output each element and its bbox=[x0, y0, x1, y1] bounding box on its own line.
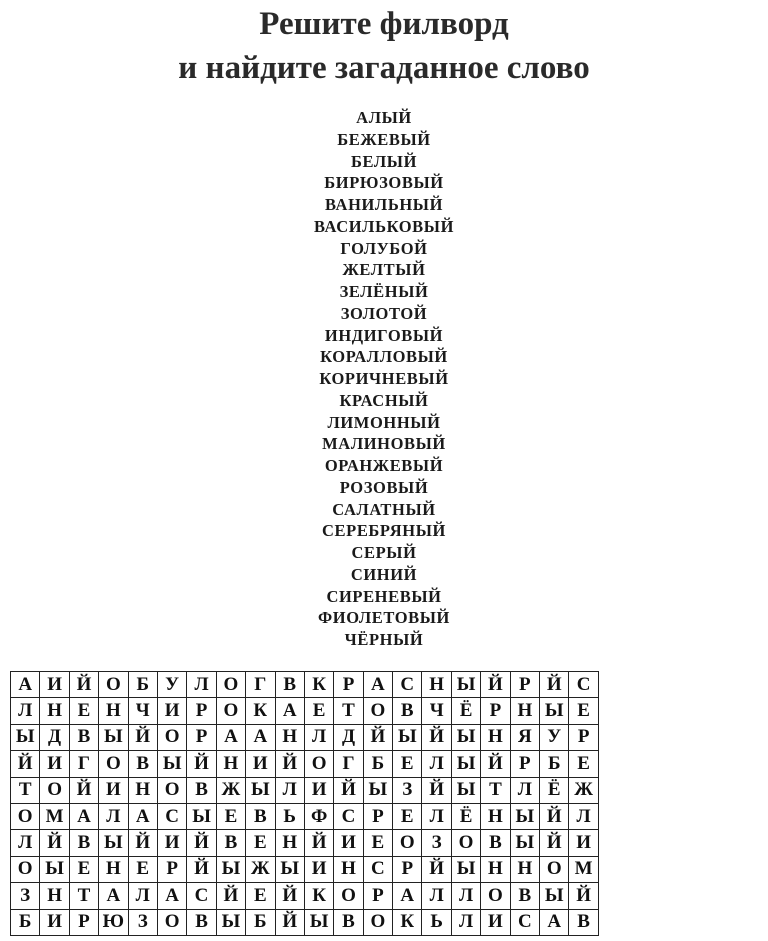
word-list-item: МАЛИНОВЫЙ bbox=[322, 434, 446, 454]
grid-cell[interactable]: И bbox=[569, 830, 598, 856]
grid-cell[interactable]: Ы bbox=[510, 830, 539, 856]
word-list-item: БЕЖЕВЫЙ bbox=[337, 129, 431, 149]
grid-cell[interactable]: И bbox=[40, 672, 69, 698]
grid-cell[interactable]: Й bbox=[216, 883, 245, 909]
grid-cell[interactable]: А bbox=[128, 803, 157, 829]
grid-cell[interactable]: Н bbox=[99, 856, 128, 882]
grid-cell[interactable]: Й bbox=[275, 751, 304, 777]
grid-cell[interactable]: С bbox=[510, 909, 539, 935]
grid-row bbox=[11, 856, 599, 882]
grid-cell[interactable]: Я bbox=[510, 724, 539, 750]
grid-cell[interactable]: О bbox=[481, 883, 510, 909]
grid-cell[interactable]: Й bbox=[40, 830, 69, 856]
grid-cell[interactable]: Й bbox=[275, 883, 304, 909]
grid-cell[interactable]: Л bbox=[11, 830, 40, 856]
grid-cell[interactable]: Л bbox=[11, 698, 40, 724]
grid-cell[interactable]: Ы bbox=[451, 751, 480, 777]
grid-cell[interactable]: Й bbox=[69, 777, 98, 803]
grid-cell[interactable]: А bbox=[393, 883, 422, 909]
word-list-item: СИНИЙ bbox=[350, 564, 418, 584]
grid-cell[interactable]: Е bbox=[363, 830, 392, 856]
grid-cell[interactable]: О bbox=[451, 830, 480, 856]
grid-cell[interactable]: В bbox=[187, 909, 216, 935]
grid-cell[interactable]: Л bbox=[510, 777, 539, 803]
grid-cell[interactable]: Н bbox=[275, 724, 304, 750]
grid-row bbox=[11, 672, 599, 698]
grid-cell[interactable]: Ь bbox=[422, 909, 451, 935]
grid-cell[interactable]: Н bbox=[99, 698, 128, 724]
grid-cell[interactable]: Ы bbox=[304, 909, 333, 935]
grid-row bbox=[11, 724, 599, 750]
grid-cell[interactable]: Ж bbox=[216, 777, 245, 803]
grid-cell[interactable]: И bbox=[40, 751, 69, 777]
grid-cell[interactable]: Й bbox=[540, 672, 569, 698]
word-list-item: РОЗОВЫЙ bbox=[339, 477, 429, 497]
word-list-item: СЕРЕБРЯНЫЙ bbox=[322, 521, 446, 541]
grid-cell[interactable]: В bbox=[481, 830, 510, 856]
word-list-item: СЕРЫЙ bbox=[351, 543, 417, 562]
grid-cell[interactable]: С bbox=[393, 672, 422, 698]
grid-cell[interactable]: Л bbox=[304, 724, 333, 750]
grid-cell[interactable]: А bbox=[275, 698, 304, 724]
word-list-item: СИРЕНЕВЫЙ bbox=[326, 586, 442, 606]
page-title bbox=[0, 2, 768, 90]
grid-cell[interactable]: Н bbox=[40, 883, 69, 909]
grid-cell[interactable]: Г bbox=[69, 751, 98, 777]
grid-cell[interactable]: Й bbox=[363, 724, 392, 750]
grid-cell[interactable]: Й bbox=[187, 751, 216, 777]
grid-cell[interactable]: А bbox=[69, 803, 98, 829]
grid-cell[interactable]: С bbox=[363, 856, 392, 882]
grid-cell[interactable]: Б bbox=[11, 909, 40, 935]
grid-cell[interactable]: В bbox=[69, 724, 98, 750]
grid-cell[interactable]: И bbox=[304, 856, 333, 882]
word-list-item: ГОЛУБОЙ bbox=[340, 238, 428, 258]
grid-row bbox=[11, 883, 599, 909]
grid-cell[interactable]: Г bbox=[246, 672, 275, 698]
grid-cell[interactable]: Н bbox=[481, 856, 510, 882]
title-line-1: Решите филворд bbox=[259, 6, 509, 42]
grid-cell[interactable]: К bbox=[304, 672, 333, 698]
grid-cell[interactable]: Ф bbox=[304, 803, 333, 829]
grid-cell[interactable]: Ы bbox=[187, 803, 216, 829]
grid-cell[interactable]: Л bbox=[275, 777, 304, 803]
grid-cell[interactable]: Л bbox=[422, 883, 451, 909]
grid-cell[interactable]: З bbox=[422, 830, 451, 856]
word-list-item: ВАНИЛЬНЫЙ bbox=[324, 195, 444, 214]
grid-cell[interactable]: Й bbox=[128, 724, 157, 750]
grid-cell[interactable]: Й bbox=[275, 909, 304, 935]
grid-cell[interactable]: Е bbox=[216, 803, 245, 829]
grid-cell[interactable]: Е bbox=[69, 856, 98, 882]
grid-cell[interactable]: Ы bbox=[451, 724, 480, 750]
grid-cell[interactable]: Е bbox=[569, 751, 598, 777]
grid-cell[interactable]: З bbox=[11, 883, 40, 909]
grid-cell[interactable]: Й bbox=[422, 777, 451, 803]
grid-cell[interactable]: А bbox=[363, 672, 392, 698]
grid-cell[interactable]: Н bbox=[481, 724, 510, 750]
grid-cell[interactable]: Й bbox=[422, 856, 451, 882]
grid-cell[interactable]: А bbox=[157, 883, 186, 909]
grid-cell[interactable]: Л bbox=[451, 909, 480, 935]
grid-cell[interactable]: О bbox=[363, 909, 392, 935]
grid-cell[interactable]: Н bbox=[40, 698, 69, 724]
grid-cell[interactable]: Ы bbox=[275, 856, 304, 882]
grid-cell[interactable]: Р bbox=[157, 856, 186, 882]
grid-cell[interactable]: Ы bbox=[451, 856, 480, 882]
grid-cell[interactable]: Б bbox=[363, 751, 392, 777]
grid-cell[interactable]: А bbox=[540, 909, 569, 935]
grid-cell[interactable]: Н bbox=[275, 830, 304, 856]
grid-cell[interactable]: А bbox=[11, 672, 40, 698]
grid-cell[interactable]: С bbox=[157, 803, 186, 829]
grid-cell[interactable]: И bbox=[334, 830, 363, 856]
grid-cell[interactable]: О bbox=[216, 698, 245, 724]
grid-cell[interactable]: К bbox=[246, 698, 275, 724]
grid-cell[interactable]: Е bbox=[393, 751, 422, 777]
grid-cell[interactable]: Л bbox=[569, 803, 598, 829]
grid-cell[interactable]: Й bbox=[187, 830, 216, 856]
grid-cell[interactable]: Е bbox=[304, 698, 333, 724]
grid-cell[interactable]: Й bbox=[481, 751, 510, 777]
grid-cell[interactable]: Е bbox=[69, 698, 98, 724]
grid-cell[interactable]: Й bbox=[422, 724, 451, 750]
grid-cell[interactable]: Ы bbox=[393, 724, 422, 750]
grid-cell[interactable]: В bbox=[334, 909, 363, 935]
word-list-item: САЛАТНЫЙ bbox=[332, 499, 436, 519]
word-list-item: ВАСИЛЬКОВЫЙ bbox=[313, 216, 455, 236]
grid-cell[interactable]: Л bbox=[128, 883, 157, 909]
grid-cell[interactable]: Ж bbox=[246, 856, 275, 882]
grid-cell[interactable]: В bbox=[246, 803, 275, 829]
grid-cell[interactable]: О bbox=[11, 803, 40, 829]
grid-cell[interactable]: О bbox=[99, 672, 128, 698]
grid-cell[interactable]: И bbox=[99, 777, 128, 803]
grid-cell[interactable]: В bbox=[569, 909, 598, 935]
grid-cell[interactable]: М bbox=[569, 856, 598, 882]
grid-row bbox=[11, 698, 599, 724]
grid-cell[interactable]: Й bbox=[128, 830, 157, 856]
word-list-item: БЕЛЫЙ bbox=[350, 151, 418, 171]
grid-cell[interactable]: Е bbox=[246, 830, 275, 856]
grid-cell[interactable]: Т bbox=[481, 777, 510, 803]
word-list-item: ОРАНЖЕВЫЙ bbox=[324, 456, 444, 475]
grid-cell[interactable]: В bbox=[69, 830, 98, 856]
grid-cell[interactable]: Р bbox=[69, 909, 98, 935]
grid-cell[interactable]: Ы bbox=[40, 856, 69, 882]
grid-cell[interactable]: В bbox=[393, 698, 422, 724]
word-list-item: ЛИМОННЫЙ bbox=[327, 412, 441, 432]
grid-cell[interactable]: И bbox=[481, 909, 510, 935]
grid-cell[interactable]: Б bbox=[540, 751, 569, 777]
grid-cell[interactable]: К bbox=[393, 909, 422, 935]
grid-cell[interactable]: Ю bbox=[99, 909, 128, 935]
word-list-item: АЛЫЙ bbox=[356, 108, 412, 127]
grid-cell[interactable]: Е bbox=[393, 803, 422, 829]
grid-cell[interactable]: Й bbox=[481, 672, 510, 698]
grid-cell[interactable]: Б bbox=[246, 909, 275, 935]
grid-cell[interactable]: Й bbox=[540, 830, 569, 856]
grid-cell[interactable]: В bbox=[128, 751, 157, 777]
grid-cell[interactable]: Ё bbox=[451, 698, 480, 724]
grid-cell[interactable]: З bbox=[393, 777, 422, 803]
grid-cell[interactable]: В bbox=[275, 672, 304, 698]
grid-cell[interactable]: Ж bbox=[569, 777, 598, 803]
grid-cell[interactable]: О bbox=[363, 698, 392, 724]
grid-row bbox=[11, 777, 599, 803]
grid-cell[interactable]: Й bbox=[540, 803, 569, 829]
grid-cell[interactable]: Т bbox=[69, 883, 98, 909]
grid-row bbox=[11, 803, 599, 829]
grid-cell[interactable]: И bbox=[304, 777, 333, 803]
grid-cell[interactable]: Й bbox=[569, 883, 598, 909]
grid-cell[interactable]: Ы bbox=[99, 724, 128, 750]
grid-cell[interactable]: Д bbox=[40, 724, 69, 750]
grid-cell[interactable]: Р bbox=[363, 803, 392, 829]
grid-cell[interactable]: Й bbox=[304, 830, 333, 856]
grid-cell[interactable]: З bbox=[128, 909, 157, 935]
grid-cell[interactable]: Н bbox=[422, 672, 451, 698]
grid-cell[interactable]: О bbox=[216, 672, 245, 698]
grid-cell[interactable]: Ы bbox=[540, 698, 569, 724]
grid-cell[interactable]: О bbox=[304, 751, 333, 777]
grid-cell[interactable]: Е bbox=[569, 698, 598, 724]
grid-cell[interactable]: И bbox=[40, 909, 69, 935]
grid-row bbox=[11, 909, 599, 935]
grid-cell[interactable]: О bbox=[334, 883, 363, 909]
grid-cell[interactable]: Л bbox=[187, 672, 216, 698]
title-line-2: и найдите загаданное слово bbox=[178, 50, 590, 86]
grid-row bbox=[11, 830, 599, 856]
grid-cell[interactable]: Ы bbox=[540, 883, 569, 909]
grid-cell[interactable]: Ы bbox=[246, 777, 275, 803]
grid-cell[interactable]: О bbox=[393, 830, 422, 856]
grid-cell[interactable]: О bbox=[40, 777, 69, 803]
grid-cell[interactable]: Ы bbox=[216, 856, 245, 882]
grid-cell[interactable]: В bbox=[510, 883, 539, 909]
word-list-item: БИРЮЗОВЫЙ bbox=[324, 173, 444, 193]
word-list-item: ФИОЛЕТОВЫЙ bbox=[318, 608, 450, 628]
grid-cell[interactable]: А bbox=[246, 724, 275, 750]
grid-cell[interactable]: Р bbox=[510, 672, 539, 698]
grid-cell[interactable]: Л bbox=[422, 803, 451, 829]
grid-cell[interactable]: Ь bbox=[275, 803, 304, 829]
word-list-item: ЖЕЛТЫЙ bbox=[342, 260, 426, 280]
grid-cell[interactable]: Ы bbox=[510, 803, 539, 829]
grid-cell[interactable]: А bbox=[99, 883, 128, 909]
grid-cell[interactable]: Р bbox=[393, 856, 422, 882]
grid-cell[interactable]: Б bbox=[128, 672, 157, 698]
grid-cell[interactable]: В bbox=[216, 830, 245, 856]
grid-cell[interactable]: О bbox=[11, 856, 40, 882]
word-list-item: ЗЕЛЁНЫЙ bbox=[339, 282, 429, 301]
grid-cell[interactable]: Л bbox=[422, 751, 451, 777]
grid-cell[interactable]: Ы bbox=[451, 672, 480, 698]
grid-cell[interactable]: Г bbox=[334, 751, 363, 777]
grid-cell[interactable]: Р bbox=[363, 883, 392, 909]
grid-cell[interactable]: С bbox=[569, 672, 598, 698]
grid-cell[interactable]: С bbox=[334, 803, 363, 829]
grid-cell[interactable]: Ы bbox=[363, 777, 392, 803]
grid-cell[interactable]: Н bbox=[510, 856, 539, 882]
grid-cell[interactable]: М bbox=[40, 803, 69, 829]
word-list bbox=[0, 107, 768, 651]
grid-cell[interactable]: Н bbox=[481, 803, 510, 829]
grid-cell[interactable]: У bbox=[540, 724, 569, 750]
word-list-item: КОРАЛЛОВЫЙ bbox=[320, 347, 448, 367]
word-list-item: КРАСНЫЙ bbox=[339, 390, 429, 410]
grid-cell[interactable]: Н bbox=[510, 698, 539, 724]
grid-cell[interactable]: Н bbox=[216, 751, 245, 777]
grid-cell[interactable]: В bbox=[187, 777, 216, 803]
grid-cell[interactable]: Ы bbox=[451, 777, 480, 803]
grid-cell[interactable]: Р bbox=[510, 751, 539, 777]
grid-cell[interactable]: К bbox=[304, 883, 333, 909]
grid-cell[interactable]: Р bbox=[569, 724, 598, 750]
grid-cell[interactable]: Р bbox=[187, 698, 216, 724]
grid-cell[interactable]: О bbox=[99, 751, 128, 777]
grid-cell[interactable]: Й bbox=[69, 672, 98, 698]
grid-cell[interactable]: Е bbox=[128, 856, 157, 882]
grid-cell[interactable]: Р bbox=[187, 724, 216, 750]
grid-cell[interactable]: И bbox=[246, 751, 275, 777]
grid-cell[interactable]: Ч bbox=[128, 698, 157, 724]
grid-cell[interactable]: Н bbox=[128, 777, 157, 803]
grid-cell[interactable]: О bbox=[157, 724, 186, 750]
word-list-item: ЧЁРНЫЙ bbox=[344, 630, 424, 649]
grid-cell[interactable]: Ы bbox=[99, 830, 128, 856]
grid-row bbox=[11, 751, 599, 777]
grid-cell[interactable]: Т bbox=[11, 777, 40, 803]
grid-cell[interactable]: Й bbox=[11, 751, 40, 777]
grid-cell[interactable]: Е bbox=[246, 883, 275, 909]
grid-cell[interactable]: О bbox=[540, 856, 569, 882]
grid-cell[interactable]: Й bbox=[187, 856, 216, 882]
grid-cell[interactable]: Ё bbox=[451, 803, 480, 829]
grid-cell[interactable]: Ы bbox=[157, 751, 186, 777]
grid-cell[interactable]: Л bbox=[99, 803, 128, 829]
grid-cell[interactable]: У bbox=[157, 672, 186, 698]
grid-cell[interactable]: Й bbox=[334, 777, 363, 803]
grid-cell[interactable]: Л bbox=[451, 883, 480, 909]
grid-cell[interactable]: Р bbox=[481, 698, 510, 724]
grid-cell[interactable]: Р bbox=[334, 672, 363, 698]
grid-cell[interactable]: И bbox=[157, 830, 186, 856]
grid-cell[interactable]: Т bbox=[334, 698, 363, 724]
grid-cell[interactable]: И bbox=[157, 698, 186, 724]
word-list-item: ИНДИГОВЫЙ bbox=[324, 325, 444, 345]
grid-cell[interactable]: Ы bbox=[216, 909, 245, 935]
grid-cell[interactable]: О bbox=[157, 909, 186, 935]
grid-cell[interactable]: Ч bbox=[422, 698, 451, 724]
grid-cell[interactable]: Н bbox=[334, 856, 363, 882]
word-list-item: КОРИЧНЕВЫЙ bbox=[319, 369, 449, 388]
grid-cell[interactable]: О bbox=[157, 777, 186, 803]
word-search-grid bbox=[10, 671, 599, 936]
grid-cell[interactable]: А bbox=[216, 724, 245, 750]
grid-cell[interactable]: Д bbox=[334, 724, 363, 750]
grid-cell[interactable]: Ё bbox=[540, 777, 569, 803]
word-list-item: ЗОЛОТОЙ bbox=[340, 303, 428, 323]
grid-cell[interactable]: С bbox=[187, 883, 216, 909]
grid-cell[interactable]: Ы bbox=[11, 724, 40, 750]
